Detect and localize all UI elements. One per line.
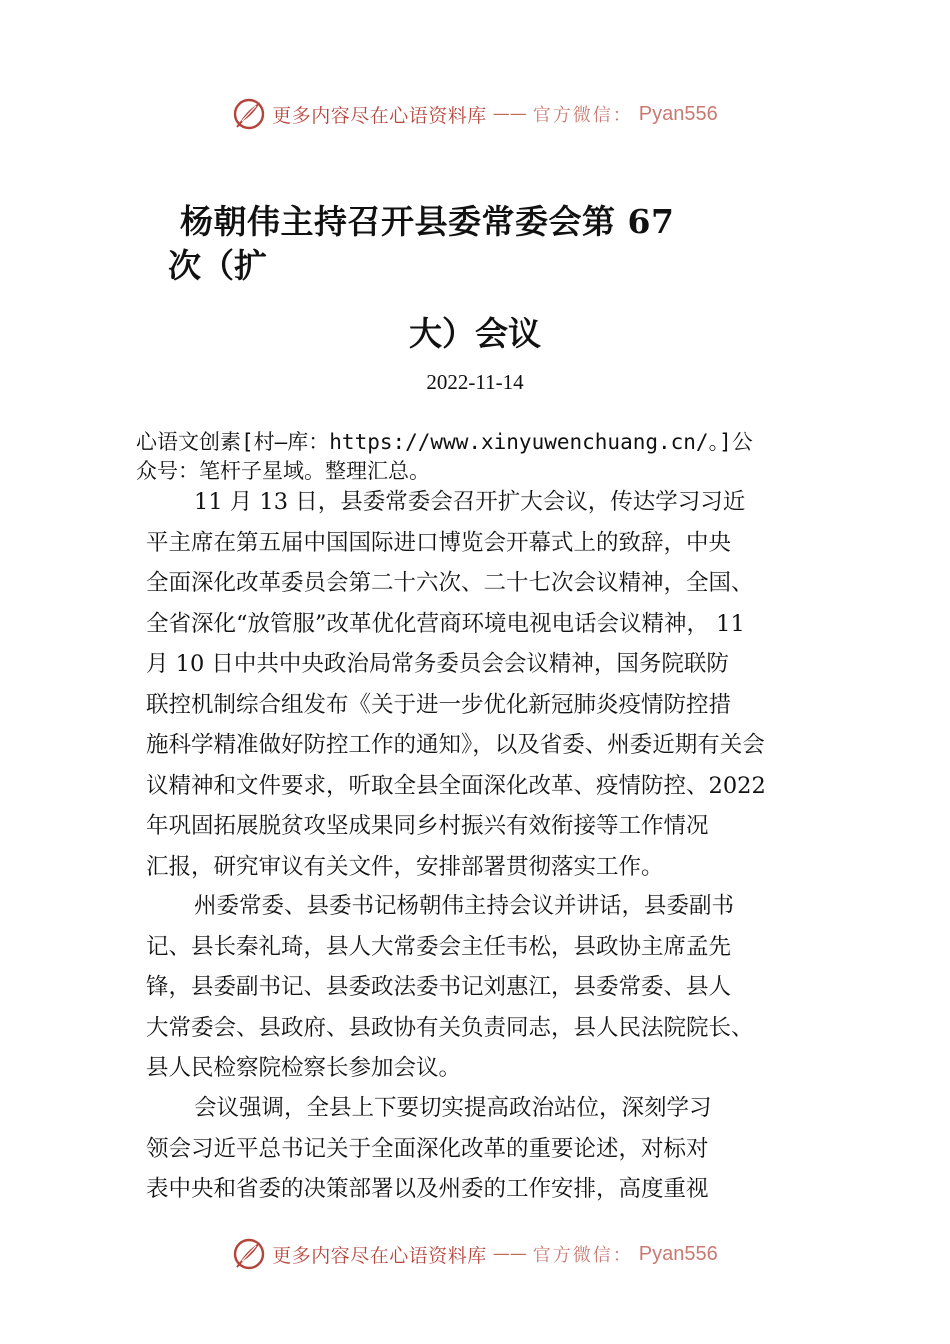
banner-wechat-label: 官方微信： [532,1245,633,1266]
paragraph-line: 全面深化改革委员会第二十六次、二十七次会议精神，全国、 [146,570,754,596]
paragraph-line: 全省深化“放管服”改革优化营商环境电视电话会议精神， 11 [146,610,745,637]
paragraph-line: 联控机制综合组发布《关于进一步优化新冠肺炎疫情防控措 [146,691,732,718]
document-date: 2022-11-14 [426,370,524,394]
paragraph-line: 年巩固拓展脱贫攻坚成果同乡村振兴有效衔接等工作情况 [146,813,709,839]
banner-main-text: 更多内容尽在心语资料库 [272,1244,487,1267]
body-paragraph-3 [146,1088,826,1210]
paragraph-line: 月 10 日中共中央政治局常务委员会会议精神，国务院联防 [146,651,729,677]
body-paragraph-2 [146,886,826,1089]
paragraph-line: 大常委会、县政府、县政协有关负责同志，县人民法院院长、 [146,1014,754,1041]
banner-wechat-label: 官方微信： [532,105,633,126]
paragraph-line: 记、县长秦礼琦，县人大常委会主任韦松，县政协主席孟先 [146,933,732,960]
source-note-line-1: 心语文创素[村—库：https://www.xinyuwenchuang.cn/。]公 [136,430,753,454]
banner-wechat-id: Pyan556 [638,102,718,125]
banner-wechat-id: Pyan556 [638,1242,718,1265]
document-title-line-3: 大）会议 [409,314,541,353]
body-paragraph-1 [146,482,826,887]
paragraph-line: 锋，县委副书记、县委政法委书记刘惠江，县委常委、县人 [146,974,732,1000]
source-note-line-2: 众号：笔杆子星域。整理汇总。 [136,459,430,483]
paragraph-line: 表中央和省委的决策部署以及州委的工作安排，高度重视 [146,1176,709,1202]
quill-pen-circle-icon [232,1237,266,1271]
paragraph-line: 施科学精准做好防控工作的通知》，以及省委、州委近期有关会 [146,732,765,758]
document-title-line-2: 次（扩 [168,246,267,285]
source-note [136,428,836,486]
paragraph-line: 平主席在第五届中国国际进口博览会开幕式上的致辞，中央 [146,529,732,556]
paragraph-line: 11 月 13 日，县委常委会召开扩大会议，传达学习习近 [194,489,746,515]
document-title-line-1: 杨朝伟主持召开县委常委会第 67 [180,202,675,241]
paragraph-line: 领会习近平总书记关于全面深化改革的重要论述，对标对 [146,1135,709,1162]
paragraph-line: 议精神和文件要求，听取全县全面深化改革、疫情防控、2022 [146,772,766,799]
header-watermark-banner [0,92,950,136]
banner-dash: —— [492,104,527,124]
paragraph-line: 州委常委、县委书记杨朝伟主持会议并讲话，县委副书 [194,893,735,919]
banner-main-text: 更多内容尽在心语资料库 [272,104,487,127]
quill-pen-circle-icon [232,97,266,131]
paragraph-line: 县人民检察院检察长参加会议。 [146,1055,462,1081]
paragraph-line: 会议强调，全县上下要切实提高政治站位，深刻学习 [194,1095,712,1121]
paragraph-line: 汇报，研究审议有关文件，安排部署贯彻落实工作。 [146,853,664,880]
footer-watermark-banner [0,1232,950,1276]
banner-dash: —— [492,1244,527,1264]
